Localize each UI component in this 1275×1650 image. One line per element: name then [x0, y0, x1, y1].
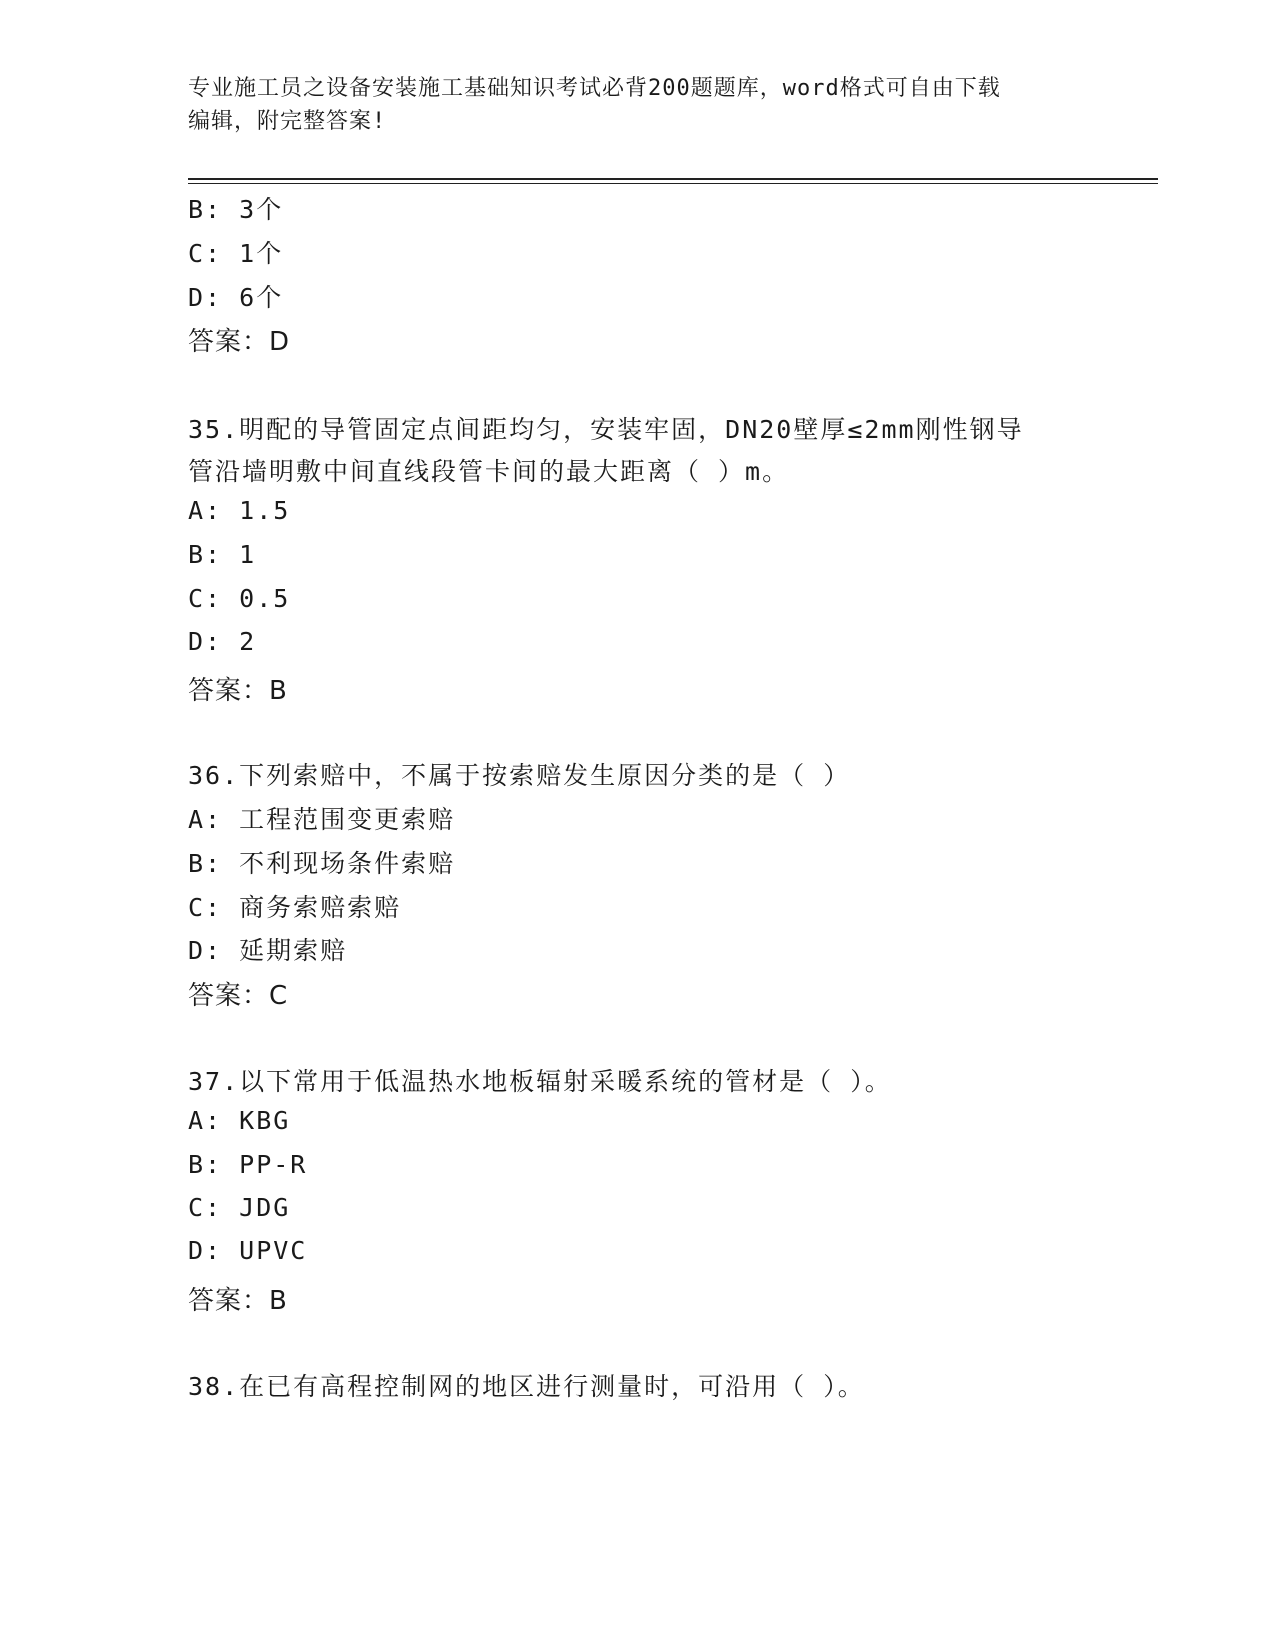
q34-option-c: C: 1个 — [188, 239, 284, 268]
q34-option-d: D: 6个 — [188, 283, 284, 312]
header-divider-thin — [188, 183, 1158, 184]
q36-stem: 36.下列索赔中，不属于按索赔发生原因分类的是（ ） — [188, 761, 851, 790]
q36-answer: 答案：C — [188, 981, 289, 1011]
q35-option-d: D: 2 — [188, 627, 257, 656]
q37-option-c: C: JDG — [188, 1193, 291, 1222]
q34-option-b: B: 3个 — [188, 195, 284, 224]
q36-option-a: A: 工程范围变更索赔 — [188, 805, 456, 834]
q37-option-d: D: UPVC — [188, 1236, 308, 1265]
document-header — [188, 72, 1088, 138]
q36-option-d: D: 延期索赔 — [188, 936, 348, 965]
q37-option-b: B: PP-R — [188, 1150, 308, 1179]
q37-option-a: A: KBG — [188, 1106, 291, 1135]
q35-stem-line-2: 管沿墙明敷中间直线段管卡间的最大距离（ ）m。 — [188, 457, 790, 486]
q36-option-b: B: 不利现场条件索赔 — [188, 849, 456, 878]
q36-option-c: C: 商务索赔索赔 — [188, 893, 402, 922]
header-divider-thick — [188, 178, 1158, 180]
header-line-2: 编辑，附完整答案! — [188, 109, 387, 134]
q37-answer: 答案：B — [188, 1286, 288, 1316]
q35-option-a: A: 1.5 — [188, 496, 291, 525]
q35-stem-line-1: 35.明配的导管固定点间距均匀，安装牢固，DN20壁厚≤2mm刚性钢导 — [188, 415, 1024, 444]
header-line-1: 专业施工员之设备安装施工基础知识考试必背200题题库，word格式可自由下载 — [188, 76, 1001, 101]
q34-answer: 答案：D — [188, 327, 291, 357]
q35-option-b: B: 1 — [188, 540, 257, 569]
q38-stem: 38.在已有高程控制网的地区进行测量时，可沿用（ ）。 — [188, 1372, 865, 1401]
q35-answer: 答案：B — [188, 676, 288, 706]
q37-stem: 37.以下常用于低温热水地板辐射采暖系统的管材是（ ）。 — [188, 1067, 892, 1096]
q35-option-c: C: 0.5 — [188, 584, 291, 613]
